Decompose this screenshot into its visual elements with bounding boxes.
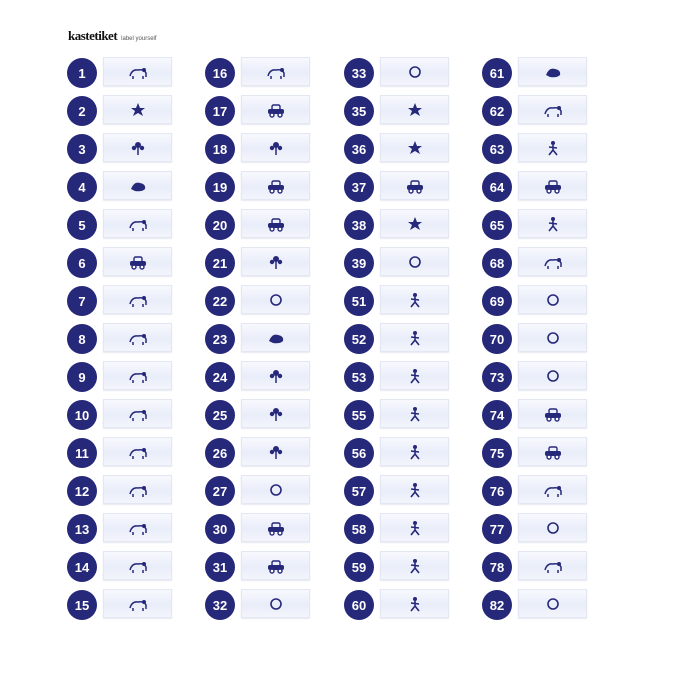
catalog-item xyxy=(482,587,622,625)
item-number-badge: 37 xyxy=(344,172,374,202)
catalog-item xyxy=(205,549,345,587)
item-number-badge: 5 xyxy=(67,210,97,240)
label-swatch xyxy=(518,361,587,390)
catalog-column xyxy=(344,55,484,625)
item-number-badge: 59 xyxy=(344,552,374,582)
label-swatch xyxy=(103,323,172,352)
item-number-badge: 4 xyxy=(67,172,97,202)
label-swatch xyxy=(103,437,172,466)
catalog-item xyxy=(344,435,484,473)
item-number-badge: 8 xyxy=(67,324,97,354)
cross-icon xyxy=(404,139,426,157)
item-number-badge: 76 xyxy=(482,476,512,506)
catalog-item xyxy=(482,169,622,207)
label-swatch xyxy=(103,171,172,200)
label-swatch xyxy=(518,209,587,238)
catalog-item xyxy=(67,473,207,511)
brand-name: kastetiket xyxy=(68,28,118,43)
catalog-column xyxy=(482,55,622,625)
catalog-item xyxy=(482,131,622,169)
catalog-item xyxy=(344,169,484,207)
item-number-badge: 20 xyxy=(205,210,235,240)
brand-tagline: label yourself xyxy=(121,36,157,42)
item-number-badge: 77 xyxy=(482,514,512,544)
item-number-badge: 65 xyxy=(482,210,512,240)
catalog-item xyxy=(205,207,345,245)
item-number-badge: 68 xyxy=(482,248,512,278)
item-number-badge: 18 xyxy=(205,134,235,164)
clover-leaf-icon xyxy=(265,253,287,271)
label-swatch xyxy=(380,285,449,314)
item-number-badge: 53 xyxy=(344,362,374,392)
camel-icon xyxy=(542,253,564,271)
sun-icon xyxy=(127,101,149,119)
tennis-racket-icon xyxy=(265,329,287,347)
two-teddy-bears-icon xyxy=(127,63,149,81)
runner-icon xyxy=(542,215,564,233)
label-swatch xyxy=(380,551,449,580)
copyright-icon xyxy=(542,329,564,347)
hockey-player-icon xyxy=(404,367,426,385)
label-swatch xyxy=(380,513,449,542)
football-player-icon xyxy=(404,443,426,461)
label-swatch xyxy=(380,589,449,618)
label-swatch xyxy=(241,589,310,618)
catalog-item xyxy=(67,549,207,587)
bear-icon xyxy=(127,443,149,461)
soccer-ball-icon xyxy=(265,481,287,499)
item-number-badge: 61 xyxy=(482,58,512,88)
item-number-badge: 7 xyxy=(67,286,97,316)
item-number-badge: 21 xyxy=(205,248,235,278)
catalog-item xyxy=(344,93,484,131)
label-swatch xyxy=(380,133,449,162)
item-number-badge: 39 xyxy=(344,248,374,278)
item-number-badge: 26 xyxy=(205,438,235,468)
item-number-badge: 12 xyxy=(67,476,97,506)
label-swatch xyxy=(241,513,310,542)
item-number-badge: 35 xyxy=(344,96,374,126)
fish-icon xyxy=(542,101,564,119)
catalog-item xyxy=(344,397,484,435)
item-number-badge: 10 xyxy=(67,400,97,430)
catalog-item xyxy=(205,473,345,511)
catalog-item xyxy=(205,245,345,283)
windsurfer-icon xyxy=(404,519,426,537)
label-swatch xyxy=(103,133,172,162)
item-number-badge: 52 xyxy=(344,324,374,354)
item-number-badge: 6 xyxy=(67,248,97,278)
catalog-item xyxy=(67,207,207,245)
catalog-column xyxy=(205,55,345,625)
item-number-badge: 32 xyxy=(205,590,235,620)
steamboat-icon xyxy=(127,253,149,271)
label-swatch xyxy=(103,399,172,428)
label-swatch xyxy=(103,475,172,504)
item-number-badge: 73 xyxy=(482,362,512,392)
label-swatch xyxy=(380,437,449,466)
catalog-item xyxy=(344,473,484,511)
label-swatch xyxy=(241,171,310,200)
label-swatch xyxy=(103,247,172,276)
catalog-item xyxy=(205,55,345,93)
label-swatch xyxy=(241,323,310,352)
label-swatch xyxy=(518,171,587,200)
yarn-ball-icon xyxy=(265,595,287,613)
monkey-face-icon xyxy=(542,557,564,575)
catalog-item xyxy=(205,93,345,131)
catalog-item xyxy=(67,359,207,397)
item-number-badge: 51 xyxy=(344,286,374,316)
item-number-badge: 36 xyxy=(344,134,374,164)
label-swatch xyxy=(518,589,587,618)
catalog-item xyxy=(67,435,207,473)
catalog-item xyxy=(482,549,622,587)
bug-icon xyxy=(127,595,149,613)
catalog-item xyxy=(67,131,207,169)
label-swatch xyxy=(380,399,449,428)
catalog-item xyxy=(344,359,484,397)
tractor-icon xyxy=(265,177,287,195)
label-swatch xyxy=(103,95,172,124)
power-symbol-icon xyxy=(265,291,287,309)
snail-icon xyxy=(127,215,149,233)
ladybird-icon xyxy=(542,481,564,499)
catalog-item xyxy=(482,93,622,131)
catalog-item xyxy=(205,131,345,169)
pram-icon xyxy=(265,519,287,537)
label-swatch xyxy=(241,247,310,276)
catalog-item xyxy=(67,511,207,549)
item-number-badge: 19 xyxy=(205,172,235,202)
item-number-badge: 24 xyxy=(205,362,235,392)
palm-island-icon xyxy=(265,139,287,157)
face-icon xyxy=(542,367,564,385)
dachshund-icon xyxy=(127,519,149,537)
dancers-icon xyxy=(542,139,564,157)
label-swatch xyxy=(241,475,310,504)
item-number-badge: 63 xyxy=(482,134,512,164)
fleur-de-lis-icon xyxy=(265,443,287,461)
label-swatch xyxy=(241,551,310,580)
item-number-badge: 78 xyxy=(482,552,512,582)
catalog-item xyxy=(344,131,484,169)
catalog-item xyxy=(67,93,207,131)
label-swatch xyxy=(518,247,587,276)
label-swatch xyxy=(518,57,587,86)
label-swatch xyxy=(518,437,587,466)
catalog-item xyxy=(482,359,622,397)
sheep-icon xyxy=(265,63,287,81)
chain-icon xyxy=(404,253,426,271)
catalog-item xyxy=(67,587,207,625)
item-number-badge: 2 xyxy=(67,96,97,126)
catalog-item xyxy=(67,283,207,321)
item-number-badge: 11 xyxy=(67,438,97,468)
catalog-item xyxy=(344,587,484,625)
label-swatch xyxy=(103,361,172,390)
mouse-icon xyxy=(127,367,149,385)
strawberry-icon xyxy=(265,405,287,423)
item-number-badge: 58 xyxy=(344,514,374,544)
catalog-item xyxy=(482,397,622,435)
catalog-item xyxy=(205,169,345,207)
golfer-icon xyxy=(404,595,426,613)
camera-icon xyxy=(542,443,564,461)
dinosaur-icon xyxy=(127,405,149,423)
skier-icon xyxy=(404,329,426,347)
catalog-item xyxy=(67,55,207,93)
catalog-item xyxy=(67,245,207,283)
brand-logo xyxy=(68,28,157,44)
catalog-item xyxy=(344,245,484,283)
item-number-badge: 64 xyxy=(482,172,512,202)
label-swatch xyxy=(518,399,587,428)
catalog-item xyxy=(67,321,207,359)
cat-icon xyxy=(127,329,149,347)
catalog-item xyxy=(344,549,484,587)
label-swatch xyxy=(241,133,310,162)
apple-icon xyxy=(265,367,287,385)
label-swatch xyxy=(518,475,587,504)
flower-icon xyxy=(127,139,149,157)
label-swatch xyxy=(518,513,587,542)
catalog-item xyxy=(205,511,345,549)
bass-clef-icon xyxy=(404,63,426,81)
elephant-icon xyxy=(127,291,149,309)
catalog-item xyxy=(205,321,345,359)
item-number-badge: 57 xyxy=(344,476,374,506)
item-number-badge: 56 xyxy=(344,438,374,468)
item-number-badge: 38 xyxy=(344,210,374,240)
item-number-badge: 1 xyxy=(67,58,97,88)
label-swatch xyxy=(103,513,172,542)
catalog-item xyxy=(482,321,622,359)
item-number-badge: 62 xyxy=(482,96,512,126)
basketball-player-icon xyxy=(404,405,426,423)
item-number-badge: 27 xyxy=(205,476,235,506)
hedgehog-icon xyxy=(127,557,149,575)
item-number-badge: 82 xyxy=(482,590,512,620)
catalog-item xyxy=(344,511,484,549)
catalog-item xyxy=(344,321,484,359)
catalog-item xyxy=(482,245,622,283)
airplane-icon xyxy=(542,177,564,195)
teddy-bear-icon xyxy=(127,481,149,499)
cyclist-icon xyxy=(404,481,426,499)
label-swatch xyxy=(518,285,587,314)
catalog-item xyxy=(205,359,345,397)
catalog-item xyxy=(482,511,622,549)
item-number-badge: 69 xyxy=(482,286,512,316)
item-number-badge: 15 xyxy=(67,590,97,620)
label-swatch xyxy=(103,285,172,314)
catalog-item xyxy=(482,207,622,245)
catalog-item xyxy=(67,169,207,207)
label-swatch xyxy=(241,209,310,238)
item-number-badge: 22 xyxy=(205,286,235,316)
item-number-badge: 17 xyxy=(205,96,235,126)
car-icon xyxy=(265,101,287,119)
item-number-badge: 25 xyxy=(205,400,235,430)
label-swatch xyxy=(380,475,449,504)
catalog-item xyxy=(205,283,345,321)
item-number-badge: 75 xyxy=(482,438,512,468)
catalog-item xyxy=(344,55,484,93)
label-swatch xyxy=(380,95,449,124)
item-number-badge: 60 xyxy=(344,590,374,620)
label-swatch xyxy=(518,133,587,162)
teddy-face-icon xyxy=(542,519,564,537)
catalog-item xyxy=(482,435,622,473)
catalog-item xyxy=(344,207,484,245)
telephone-icon xyxy=(542,595,564,613)
crown-icon xyxy=(404,101,426,119)
label-swatch xyxy=(241,285,310,314)
label-swatch xyxy=(103,57,172,86)
label-swatch xyxy=(380,247,449,276)
label-swatch xyxy=(518,551,587,580)
archer-icon xyxy=(404,557,426,575)
item-number-badge: 13 xyxy=(67,514,97,544)
label-swatch xyxy=(380,209,449,238)
label-swatch xyxy=(241,437,310,466)
label-swatch xyxy=(103,551,172,580)
catalog-item xyxy=(205,587,345,625)
label-swatch xyxy=(380,171,449,200)
catalog-item xyxy=(482,55,622,93)
label-swatch xyxy=(103,209,172,238)
catalog-column xyxy=(67,55,207,625)
item-number-badge: 3 xyxy=(67,134,97,164)
label-swatch xyxy=(518,95,587,124)
item-number-badge: 74 xyxy=(482,400,512,430)
scissors-icon xyxy=(127,177,149,195)
item-number-badge: 33 xyxy=(344,58,374,88)
label-swatch xyxy=(241,361,310,390)
item-number-badge: 16 xyxy=(205,58,235,88)
item-number-badge: 70 xyxy=(482,324,512,354)
item-number-badge: 55 xyxy=(344,400,374,430)
item-number-badge: 31 xyxy=(205,552,235,582)
catalog-item xyxy=(482,473,622,511)
catalog-item xyxy=(482,283,622,321)
sailboat-icon xyxy=(265,215,287,233)
label-swatch xyxy=(103,589,172,618)
tricycle-icon xyxy=(542,405,564,423)
label-swatch xyxy=(518,323,587,352)
label-swatch xyxy=(241,95,310,124)
item-number-badge: 9 xyxy=(67,362,97,392)
catalog-item xyxy=(205,397,345,435)
catalog-item xyxy=(205,435,345,473)
horse-rider-icon xyxy=(404,291,426,309)
label-swatch xyxy=(241,57,310,86)
label-swatch xyxy=(241,399,310,428)
tractor-icon xyxy=(404,177,426,195)
item-number-badge: 14 xyxy=(67,552,97,582)
item-number-badge: 30 xyxy=(205,514,235,544)
label-swatch xyxy=(380,57,449,86)
catalog-item xyxy=(344,283,484,321)
catalog-item xyxy=(67,397,207,435)
item-number-badge: 23 xyxy=(205,324,235,354)
hash-icon xyxy=(542,291,564,309)
wave-icon xyxy=(542,63,564,81)
heart-icon xyxy=(404,215,426,233)
sewing-machine-icon xyxy=(265,557,287,575)
label-swatch xyxy=(380,361,449,390)
label-swatch xyxy=(380,323,449,352)
